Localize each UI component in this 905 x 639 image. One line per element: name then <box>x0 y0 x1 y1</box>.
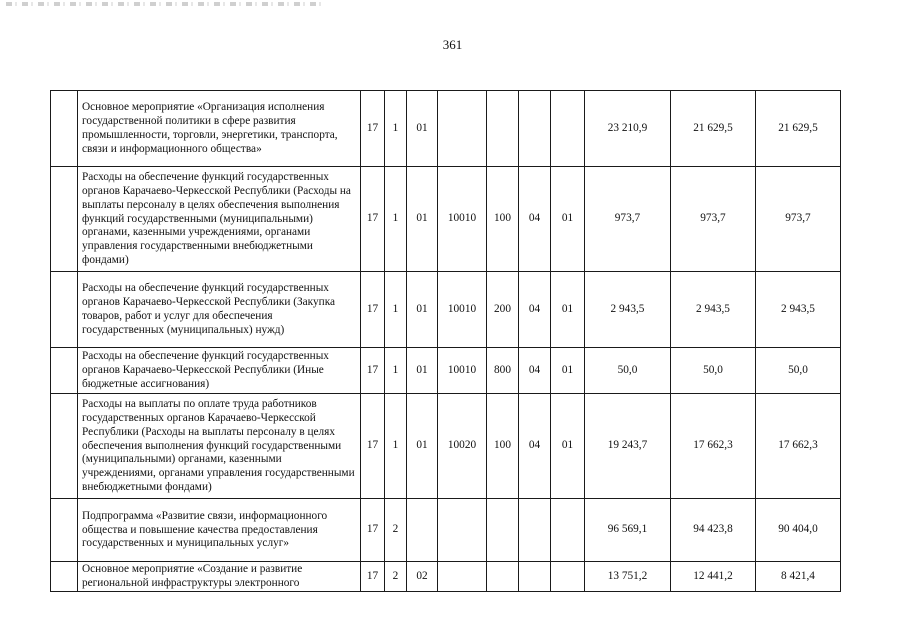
code-subsection: 01 <box>551 272 585 348</box>
amount-year-1: 23 210,9 <box>585 91 671 167</box>
code-subsection: 01 <box>551 167 585 272</box>
table-row <box>51 272 841 348</box>
code-subprogram: 1 <box>385 91 407 167</box>
code-program: 17 <box>361 562 385 592</box>
page-number: 361 <box>442 37 463 52</box>
row-number-cell <box>51 562 78 592</box>
code-direction <box>438 91 487 167</box>
amount-year-2: 21 629,5 <box>671 91 756 167</box>
code-activity <box>407 499 438 562</box>
amount-year-1: 2 943,5 <box>585 272 671 348</box>
row-name: Расходы на обеспечение функций государственных органов Карачаево-Черкесской Республики (Расходы на выплаты персоналу в целях обеспечения выполнения функций государственными (муниципальными) органами, казенными учреждениями, органами управления государственными внебюджетными фондами) <box>78 167 361 272</box>
table-row <box>51 167 841 272</box>
code-section <box>519 499 551 562</box>
amount-year-3: 21 629,5 <box>756 91 841 167</box>
code-expense-type: 800 <box>487 348 519 394</box>
code-section <box>519 562 551 592</box>
code-subsection <box>551 91 585 167</box>
code-section: 04 <box>519 272 551 348</box>
amount-year-3: 17 662,3 <box>756 394 841 499</box>
code-direction: 10010 <box>438 348 487 394</box>
code-activity: 02 <box>407 562 438 592</box>
amount-year-1: 19 243,7 <box>585 394 671 499</box>
code-section: 04 <box>519 394 551 499</box>
code-section <box>519 91 551 167</box>
code-subsection <box>551 562 585 592</box>
amount-year-1: 96 569,1 <box>585 499 671 562</box>
table-row <box>51 91 841 167</box>
row-name: Расходы на выплаты по оплате труда работников государственных органов Карачаево-Черкесской Республики (Расходы на выплаты персоналу в целях обеспечения выполнения функций государственными (муниципальными) органами, казенными учреждениями, органами управления государственными внебюджетными фондами) <box>78 394 361 499</box>
code-program: 17 <box>361 91 385 167</box>
code-expense-type <box>487 499 519 562</box>
amount-year-1: 50,0 <box>585 348 671 394</box>
code-direction: 10010 <box>438 272 487 348</box>
code-direction: 10010 <box>438 167 487 272</box>
budget-table <box>50 90 841 592</box>
row-number-cell <box>51 499 78 562</box>
row-number-cell <box>51 394 78 499</box>
row-number-cell <box>51 91 78 167</box>
amount-year-2: 94 423,8 <box>671 499 756 562</box>
amount-year-2: 973,7 <box>671 167 756 272</box>
code-program: 17 <box>361 499 385 562</box>
code-activity: 01 <box>407 91 438 167</box>
code-activity: 01 <box>407 348 438 394</box>
code-subprogram: 1 <box>385 272 407 348</box>
code-section: 04 <box>519 167 551 272</box>
code-expense-type: 100 <box>487 167 519 272</box>
code-expense-type <box>487 91 519 167</box>
row-name: Расходы на обеспечение функций государственных органов Карачаево-Черкесской Республики (Иные бюджетные ассигнования) <box>78 348 361 394</box>
code-program: 17 <box>361 272 385 348</box>
amount-year-2: 17 662,3 <box>671 394 756 499</box>
amount-year-3: 2 943,5 <box>756 272 841 348</box>
table-row <box>51 499 841 562</box>
scan-artifact <box>6 2 326 6</box>
code-subprogram: 1 <box>385 348 407 394</box>
amount-year-3: 8 421,4 <box>756 562 841 592</box>
amount-year-1: 973,7 <box>585 167 671 272</box>
code-direction: 10020 <box>438 394 487 499</box>
code-subprogram: 2 <box>385 499 407 562</box>
row-name: Основное мероприятие «Создание и развитие региональной инфраструктуры электронного <box>78 562 361 592</box>
code-subsection <box>551 499 585 562</box>
amount-year-2: 2 943,5 <box>671 272 756 348</box>
row-number-cell <box>51 272 78 348</box>
amount-year-2: 50,0 <box>671 348 756 394</box>
code-section: 04 <box>519 348 551 394</box>
code-direction <box>438 562 487 592</box>
row-number-cell <box>51 167 78 272</box>
code-subprogram: 1 <box>385 167 407 272</box>
code-expense-type: 100 <box>487 394 519 499</box>
code-expense-type <box>487 562 519 592</box>
amount-year-3: 90 404,0 <box>756 499 841 562</box>
code-activity: 01 <box>407 272 438 348</box>
code-subprogram: 1 <box>385 394 407 499</box>
code-subsection: 01 <box>551 394 585 499</box>
table-row <box>51 562 841 592</box>
code-program: 17 <box>361 348 385 394</box>
row-name: Основное мероприятие «Организация исполнения государственной политики в сфере развития промышленности, торговли, энергетики, транспорта, связи и информационного общества» <box>78 91 361 167</box>
row-name: Подпрограмма «Развитие связи, информационного общества и повышение качества предоставления государственных и муниципальных услуг» <box>78 499 361 562</box>
code-direction <box>438 499 487 562</box>
row-number-cell <box>51 348 78 394</box>
amount-year-1: 13 751,2 <box>585 562 671 592</box>
code-program: 17 <box>361 167 385 272</box>
amount-year-3: 973,7 <box>756 167 841 272</box>
amount-year-2: 12 441,2 <box>671 562 756 592</box>
code-activity: 01 <box>407 167 438 272</box>
code-subsection: 01 <box>551 348 585 394</box>
amount-year-3: 50,0 <box>756 348 841 394</box>
table-row <box>51 394 841 499</box>
code-activity: 01 <box>407 394 438 499</box>
code-expense-type: 200 <box>487 272 519 348</box>
row-name: Расходы на обеспечение функций государственных органов Карачаево-Черкесской Республики (Закупка товаров, работ и услуг для обеспечения государственных (муниципальных) нужд) <box>78 272 361 348</box>
table-row <box>51 348 841 394</box>
code-program: 17 <box>361 394 385 499</box>
code-subprogram: 2 <box>385 562 407 592</box>
